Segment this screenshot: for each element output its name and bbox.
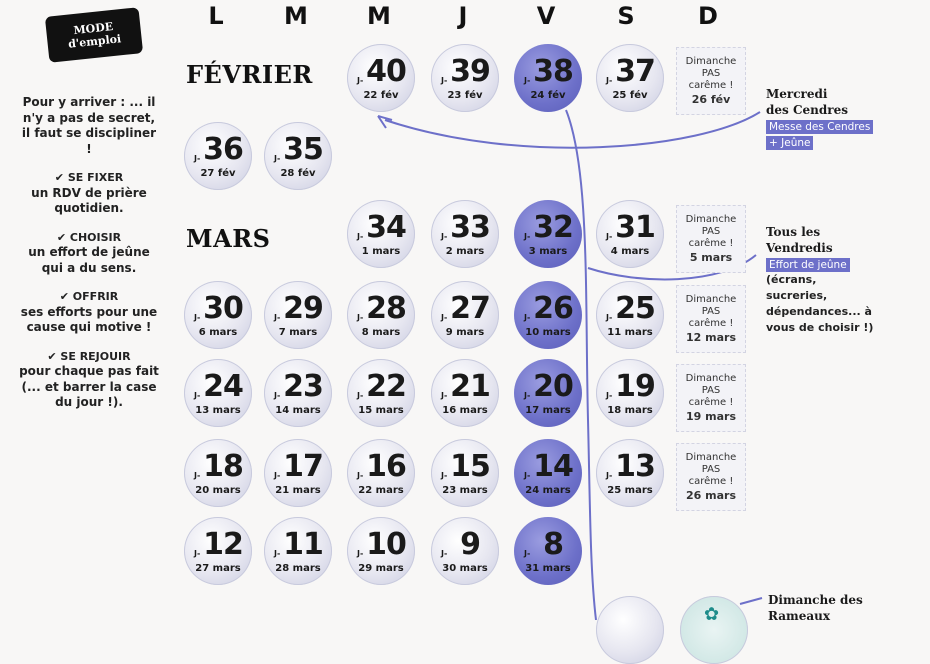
sunday-label: carême ! [688, 80, 734, 91]
cell-date: 20 mars [195, 485, 241, 496]
countdown-number: 10 [366, 527, 406, 562]
countdown-number: 32 [533, 210, 573, 245]
sunday-box [676, 205, 746, 273]
month-fevrier: FÉVRIER [186, 60, 313, 89]
j-prefix: J- [274, 313, 281, 322]
j-prefix: J- [194, 471, 201, 480]
j-prefix: J- [606, 391, 613, 400]
day-header-vendredi: V [536, 2, 556, 30]
day-cell[interactable] [431, 44, 499, 112]
note-title: Rameaux [768, 609, 831, 623]
j-prefix: J- [357, 232, 364, 241]
countdown-number: 19 [615, 369, 655, 404]
palm-icon: ✿ [680, 596, 748, 664]
j-prefix: J- [606, 232, 613, 241]
cell-date: 7 mars [278, 327, 318, 338]
day-cell[interactable] [264, 517, 332, 585]
note-title: Dimanche des [768, 593, 863, 607]
note-title: des Cendres [766, 103, 848, 117]
cell-date: 22 mars [358, 485, 404, 496]
note-mercredi-cendres [766, 86, 873, 150]
cell-date: 4 mars [610, 246, 650, 257]
j-prefix: J- [441, 549, 448, 558]
countdown-number: 15 [450, 449, 490, 484]
sunday-date: 5 mars [689, 251, 733, 264]
day-cell[interactable] [347, 200, 415, 268]
day-cell[interactable] [184, 281, 252, 349]
countdown-number: 28 [366, 291, 406, 326]
j-prefix: J- [357, 313, 364, 322]
cell-date: 23 mars [442, 485, 488, 496]
countdown-number: 30 [203, 291, 243, 326]
countdown-number: 17 [283, 449, 323, 484]
day-cell[interactable] [514, 200, 582, 268]
sunday-label: Dimanche [685, 373, 737, 384]
countdown-number: 27 [450, 291, 490, 326]
j-prefix: J- [524, 391, 531, 400]
day-cell[interactable] [514, 359, 582, 427]
day-cell[interactable] [431, 200, 499, 268]
day-cell[interactable] [596, 200, 664, 268]
countdown-number: 9 [460, 527, 480, 562]
note-body: (écrans, sucreries, dépendances... à vous de choisir !) [766, 273, 874, 334]
day-header-jeudi: J [458, 2, 468, 30]
note-highlight: Messe des Cendres [766, 120, 873, 134]
cell-date: 13 mars [195, 405, 241, 416]
j-prefix: J- [194, 549, 201, 558]
cell-date: 25 fév [612, 90, 648, 101]
tip-head: ✔ SE REJOUIR [47, 349, 131, 363]
cell-date: 6 mars [198, 327, 238, 338]
note-highlight: Effort de jeûne [766, 258, 850, 272]
day-cell[interactable] [431, 359, 499, 427]
sunday-label: Dimanche [685, 56, 737, 67]
day-cell[interactable] [514, 44, 582, 112]
cell-date: 25 mars [607, 485, 653, 496]
day-cell[interactable] [596, 44, 664, 112]
tips-intro: Pour y arriver : ... il n'y a pas de secret, il faut se discipliner ! [21, 95, 157, 156]
j-prefix: J- [274, 154, 281, 163]
badge-line2: d'emploi [67, 32, 122, 51]
cell-date: 10 mars [525, 327, 571, 338]
j-prefix: J- [274, 391, 281, 400]
sunday-label: carême ! [688, 238, 734, 249]
tip-head: ✔ CHOISIR [56, 230, 122, 244]
cell-date: 14 mars [275, 405, 321, 416]
cell-date: 9 mars [445, 327, 485, 338]
j-prefix: J- [357, 391, 364, 400]
countdown-number: 37 [615, 54, 655, 89]
cell-date: 1 mars [361, 246, 401, 257]
j-prefix: J- [606, 313, 613, 322]
cell-date: 8 mars [361, 327, 401, 338]
day-cell[interactable] [264, 439, 332, 507]
j-prefix: J- [441, 76, 448, 85]
countdown-number: 36 [203, 132, 243, 167]
sunday-label: PAS [701, 226, 721, 237]
j-prefix: J- [441, 232, 448, 241]
note-title: Mercredi [766, 87, 828, 101]
j-prefix: J- [524, 313, 531, 322]
cell-date: 30 mars [442, 563, 488, 574]
cell-date: 28 fév [280, 168, 316, 179]
j-prefix: J- [524, 76, 531, 85]
sunday-label: Dimanche [685, 452, 737, 463]
cell-date: 29 mars [358, 563, 404, 574]
countdown-number: 14 [533, 449, 573, 484]
countdown-number: 38 [533, 54, 573, 89]
day-cell[interactable] [431, 281, 499, 349]
sunday-box [676, 285, 746, 353]
day-cell[interactable] [347, 281, 415, 349]
note-rameaux [768, 592, 863, 624]
countdown-number: 39 [450, 54, 490, 89]
day-cell[interactable] [596, 281, 664, 349]
j-prefix: J- [357, 471, 364, 480]
day-cell[interactable] [514, 281, 582, 349]
j-prefix: J- [606, 471, 613, 480]
cell-date: 27 mars [195, 563, 241, 574]
day-cell[interactable] [347, 359, 415, 427]
day-cell[interactable] [264, 122, 332, 190]
day-cell[interactable] [347, 44, 415, 112]
countdown-number: 23 [283, 369, 323, 404]
note-highlight: + Jeûne [766, 136, 813, 150]
month-mars: MARS [186, 224, 271, 253]
sunday-date: 26 fév [691, 93, 731, 106]
tip-body: ses efforts pour une cause qui motive ! [20, 304, 158, 334]
sunday-box [676, 443, 746, 511]
day-cell[interactable] [431, 439, 499, 507]
note-vendredis [766, 224, 876, 336]
day-cell[interactable] [184, 439, 252, 507]
tip-body: pour chaque pas fait (... et barrer la case du jour !). [19, 364, 159, 409]
cell-date: 24 fév [530, 90, 566, 101]
sunday-label: Dimanche [685, 294, 737, 305]
cell-date: 16 mars [442, 405, 488, 416]
countdown-number: 20 [533, 369, 573, 404]
day-cell[interactable] [514, 517, 582, 585]
day-cell[interactable] [347, 517, 415, 585]
tip-head: ✔ SE FIXER [54, 171, 124, 184]
day-header-dimanche: D [698, 2, 718, 30]
day-header-mercredi: M [367, 2, 391, 30]
cell-date: 28 mars [275, 563, 321, 574]
cell-date: 23 fév [447, 90, 483, 101]
cell-date: 21 mars [275, 485, 321, 496]
countdown-number: 26 [533, 291, 573, 326]
j-prefix: J- [524, 471, 531, 480]
countdown-number: 16 [366, 449, 406, 484]
countdown-number: 12 [203, 527, 243, 562]
j-prefix: J- [357, 76, 364, 85]
j-prefix: J- [194, 154, 201, 163]
day-cell[interactable] [264, 359, 332, 427]
sunday-label: PAS [701, 306, 721, 317]
j-prefix: J- [441, 313, 448, 322]
sunday-label: carême ! [688, 318, 734, 329]
countdown-number: 8 [543, 527, 563, 562]
sunday-label: carême ! [688, 397, 734, 408]
day-cell[interactable] [431, 517, 499, 585]
day-cell[interactable] [184, 359, 252, 427]
countdown-number: 11 [283, 527, 323, 562]
j-prefix: J- [357, 549, 364, 558]
day-cell[interactable] [514, 439, 582, 507]
day-cell[interactable] [596, 439, 664, 507]
j-prefix: J- [194, 391, 201, 400]
cell-date: 22 fév [363, 90, 399, 101]
j-prefix: J- [524, 549, 531, 558]
tip-body: un effort de jeûne qui a du sens. [28, 245, 150, 275]
j-prefix: J- [274, 471, 281, 480]
sunday-box [676, 364, 746, 432]
day-cell[interactable] [347, 439, 415, 507]
sunday-label: PAS [701, 464, 721, 475]
countdown-number: 29 [283, 291, 323, 326]
sunday-label: PAS [701, 68, 721, 79]
day-header-samedi: S [617, 2, 635, 30]
countdown-number: 35 [283, 132, 323, 167]
day-cell[interactable] [184, 122, 252, 190]
note-title: Tous les [766, 225, 821, 239]
countdown-number: 34 [366, 210, 406, 245]
cell-date: 31 mars [525, 563, 571, 574]
sunday-date: 19 mars [686, 410, 736, 423]
j-prefix: J- [441, 391, 448, 400]
cell-date: 18 mars [607, 405, 653, 416]
day-header-mardi: M [284, 2, 308, 30]
sunday-label: PAS [701, 385, 721, 396]
tip-body: un RDV de prière quotidien. [31, 185, 147, 215]
countdown-number: 31 [615, 210, 655, 245]
cell-date: 11 mars [607, 327, 653, 338]
countdown-number: 33 [450, 210, 490, 245]
day-header-lundi: L [208, 2, 224, 30]
day-cell-partial [596, 596, 664, 664]
countdown-number: 24 [203, 369, 243, 404]
sunday-date: 26 mars [686, 489, 736, 502]
sunday-box [676, 47, 746, 115]
countdown-number: 18 [203, 449, 243, 484]
countdown-number: 13 [615, 449, 655, 484]
cell-date: 24 mars [525, 485, 571, 496]
j-prefix: J- [194, 313, 201, 322]
j-prefix: J- [274, 549, 281, 558]
countdown-number: 22 [366, 369, 406, 404]
countdown-number: 21 [450, 369, 490, 404]
sunday-date: 12 mars [686, 331, 736, 344]
sunday-label: Dimanche [685, 214, 737, 225]
tip-head: ✔ OFFRIR [59, 290, 119, 303]
day-cell[interactable] [596, 359, 664, 427]
cell-date: 3 mars [528, 246, 568, 257]
day-cell[interactable] [264, 281, 332, 349]
note-title: Vendredis [766, 241, 833, 255]
cell-date: 27 fév [200, 168, 236, 179]
cell-date: 17 mars [525, 405, 571, 416]
j-prefix: J- [606, 76, 613, 85]
sunday-label: carême ! [688, 476, 734, 487]
badge-line1: MODE [72, 19, 114, 38]
cell-date: 15 mars [358, 405, 404, 416]
countdown-number: 40 [366, 54, 406, 89]
cell-date: 2 mars [445, 246, 485, 257]
j-prefix: J- [441, 471, 448, 480]
day-cell[interactable] [184, 517, 252, 585]
j-prefix: J- [524, 232, 531, 241]
countdown-number: 25 [615, 291, 655, 326]
